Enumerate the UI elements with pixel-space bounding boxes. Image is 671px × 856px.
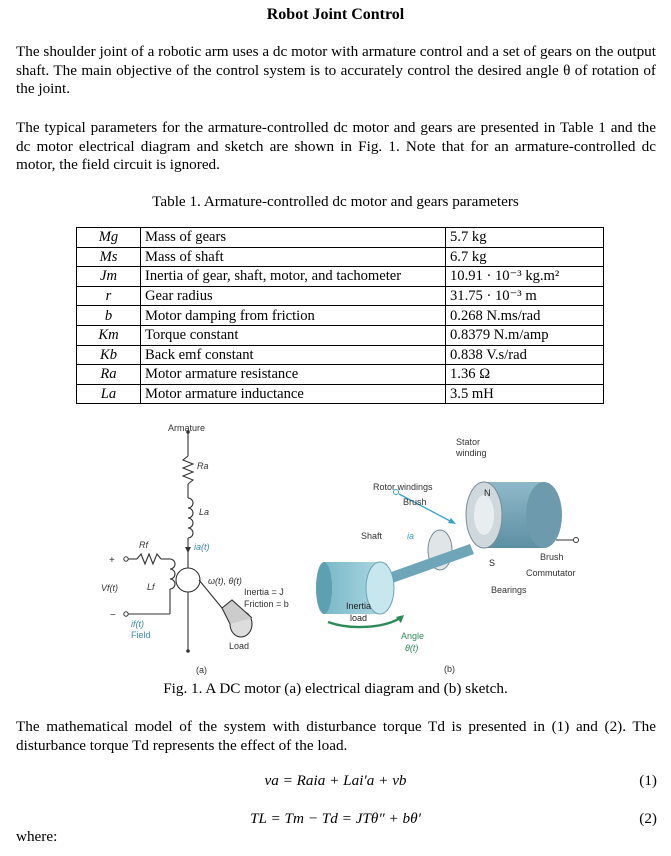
ia-label: ia(t) <box>194 542 210 552</box>
parameters-paragraph: The typical parameters for the armature-controlled dc motor and gears are presented in Table 1 and the dc motor electrical diagram and sketch are shown in Fig. 1. Note that for an armature-controlled dc motor, the field circuit is ignored. <box>16 119 656 173</box>
rotor-windings-label: Rotor windings <box>373 482 433 492</box>
table-row <box>77 286 604 306</box>
param-description: Mass of gears <box>141 228 446 248</box>
param-description: Back emf constant <box>141 345 446 365</box>
table-row <box>77 306 604 326</box>
param-description: Inertia of gear, shaft, motor, and tachometer <box>141 267 446 287</box>
page-title: Robot Joint Control <box>266 6 405 23</box>
equation-2-number: (2) <box>639 810 657 827</box>
subfig-b-label: (b) <box>444 664 455 674</box>
param-symbol: Km <box>77 325 141 345</box>
armature-label: Armature <box>168 423 206 433</box>
param-description: Gear radius <box>141 286 446 306</box>
param-symbol: r <box>77 286 141 306</box>
brush-right-label: Brush <box>540 552 564 562</box>
parameters-table <box>76 227 604 404</box>
param-description: Mass of shaft <box>141 247 446 267</box>
s-pole-label: S <box>489 558 496 568</box>
equation-1-number: (1) <box>639 772 657 789</box>
param-description: Motor armature inductance <box>141 384 446 404</box>
param-description: Motor damping from friction <box>141 306 446 326</box>
equation-2: TL = Tm − Td = JTθ″ + bθ′ <box>250 810 421 827</box>
rf-label: Rf <box>139 540 148 550</box>
ra-label: Ra <box>197 461 209 471</box>
brush-top-label: Brush <box>403 497 427 507</box>
if-label: if(t) <box>131 619 144 629</box>
model-paragraph: The mathematical model of the system with disturbance torque Td is presented in (1) and (2). The disturbance torque Td represents the effect of the load. <box>16 718 656 754</box>
param-symbol: Kb <box>77 345 141 365</box>
vf-label: Vf(t) <box>101 583 118 593</box>
param-value: 31.75 · 10⁻³ m <box>446 286 604 306</box>
friction-b-label: Friction = b <box>244 599 289 609</box>
bearings-label: Bearings <box>491 585 527 595</box>
inertia-j-label: Inertia = J <box>244 587 284 597</box>
angle-label: Angle <box>401 631 425 641</box>
table-caption: Table 1. Armature-controlled dc motor and gears parameters <box>152 193 519 210</box>
commutator-label: Commutator <box>526 568 576 578</box>
intro-paragraph: The shoulder joint of a robotic arm uses a dc motor with armature control and a set of gears on the output shaft. The main objective of the control system is to accurately control the desired angle θ of rotation of the joint. <box>16 43 656 97</box>
param-symbol: Ms <box>77 247 141 267</box>
omega-label: ω(t), θ(t) <box>208 576 242 586</box>
table-row <box>77 345 604 365</box>
inertia-load-label-2: load <box>350 613 368 623</box>
param-description: Motor armature resistance <box>141 365 446 385</box>
param-symbol: La <box>77 384 141 404</box>
param-symbol: Mg <box>77 228 141 248</box>
param-symbol: b <box>77 306 141 326</box>
param-symbol: Jm <box>77 267 141 287</box>
param-value: 6.7 kg <box>446 247 604 267</box>
minus-sign: − <box>110 610 116 621</box>
param-value: 5.7 kg <box>446 228 604 248</box>
param-value: 10.91 · 10⁻³ kg.m² <box>446 267 604 287</box>
table-row <box>77 325 604 345</box>
param-value: 0.838 V.s/rad <box>446 345 604 365</box>
winding-label: winding <box>456 448 487 458</box>
param-value: 1.36 Ω <box>446 365 604 385</box>
param-description: Torque constant <box>141 325 446 345</box>
load-label: Load <box>229 641 250 651</box>
param-value: 0.268 N.ms/rad <box>446 306 604 326</box>
lf-label: Lf <box>147 582 155 592</box>
table-row <box>77 267 604 287</box>
param-value: 3.5 mH <box>446 384 604 404</box>
param-symbol: Ra <box>77 365 141 385</box>
param-value: 0.8379 N.m/amp <box>446 325 604 345</box>
table-row <box>77 247 604 267</box>
inertia-load-label-1: Inertia <box>346 601 372 611</box>
subfig-a-label: (a) <box>196 665 207 675</box>
field-label: Field <box>131 630 151 640</box>
table-row <box>77 365 604 385</box>
stator-label: Stator <box>456 437 481 447</box>
table-row <box>77 384 604 404</box>
theta-label: θ(t) <box>405 643 419 653</box>
dc-motor-figure <box>0 418 671 680</box>
plus-sign: + <box>109 555 115 566</box>
table-row <box>77 228 604 248</box>
la-label: La <box>199 507 210 517</box>
where-label: where: <box>16 828 58 845</box>
shaft-label: Shaft <box>361 531 383 541</box>
equation-1: va = Raia + Lai′a + vb <box>264 772 407 789</box>
n-pole-label: N <box>484 488 491 498</box>
ia-sketch-label: ia <box>407 531 415 541</box>
figure-caption: Fig. 1. A DC motor (a) electrical diagram and (b) sketch. <box>163 680 508 697</box>
